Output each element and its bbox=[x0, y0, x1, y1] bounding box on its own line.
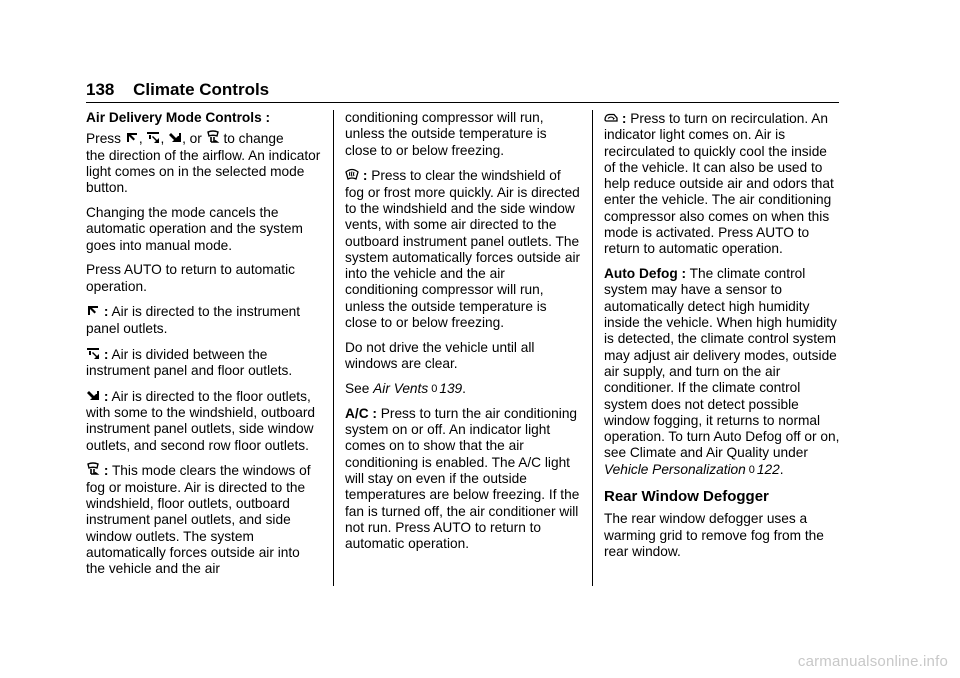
vent-mode-icon bbox=[86, 303, 100, 318]
vent-mode-paragraph: : Air is directed to the instrument panel outlets. bbox=[86, 304, 301, 336]
see-air-vents-paragraph: See Air Vents 0 139. bbox=[345, 380, 466, 396]
ac-label: A/C : bbox=[345, 405, 377, 421]
bi-level-mode-paragraph: : Air is divided between the instrument panel and floor outlets. bbox=[86, 346, 293, 378]
press-body: the direction of the airflow. An indicator light comes on in the selected mode button. bbox=[86, 147, 321, 196]
vehicle-personalization-link[interactable]: Vehicle Personalization bbox=[604, 461, 746, 477]
recirculation-icon bbox=[604, 110, 618, 125]
column-3 bbox=[604, 110, 840, 569]
page-header bbox=[86, 80, 269, 100]
rear-defogger-paragraph: The rear window defogger uses a warming grid to remove fog from the rear window. bbox=[604, 511, 824, 559]
defog-mode-paragraph: : This mode clears the windows of fog or moisture. Air is directed to the windshield, floor outlets, outboard instrument panel outlets, and side window outlets. The system automatically forces outside air into the vehicle and the air bbox=[86, 463, 311, 577]
auto-defog-paragraph: Auto Defog : The climate control system may have a sensor to automatically detect high humidity inside the vehicle. When high humidity is detected, the climate control system may adjust air delivery modes, outside air supply, and turn on the air conditioner. If the climate control system does not detect possible window fogging, it returns to normal operation. To turn Auto Defog off or on, see Climate and Air Quality under Vehicle Personalization 0 122. bbox=[604, 266, 840, 477]
bi-level-mode-icon bbox=[146, 130, 160, 145]
column-2 bbox=[345, 110, 581, 561]
vehicle-personalization-page[interactable]: 122 bbox=[756, 461, 780, 477]
page-ref-arrow: 0 bbox=[748, 463, 755, 476]
defrost-paragraph: : Press to clear the windshield of fog or frost more quickly. Air is directed to the windshield and the side window vents, with some air directed to the outboard instrument panel outlets. The system automatically forces outside air into the vehicle and the air conditioning compressor will run, unless the outside temperature is close to or below freezing. bbox=[345, 168, 581, 331]
continued-paragraph: conditioning compressor will run, unless the outside temperature is close to or below freezing. bbox=[345, 110, 547, 158]
column-divider-2 bbox=[592, 110, 593, 586]
press-auto-paragraph: Press AUTO to return to automatic operation. bbox=[86, 262, 295, 294]
floor-mode-icon bbox=[168, 130, 182, 145]
do-not-drive-paragraph: Do not drive the vehicle until all windows are clear. bbox=[345, 339, 535, 372]
floor-mode-paragraph: : Air is directed to the floor outlets, with some to the windshield, outboard instrument panel outlets, side window outlets, and second row floor outlets. bbox=[86, 388, 316, 453]
press-mode-paragraph: Press , , , or to change the direction of the airflow. An indicator light comes on in the selected mode button. bbox=[86, 131, 321, 196]
air-vents-page[interactable]: 139 bbox=[439, 380, 463, 396]
page-number: 138 bbox=[86, 80, 115, 99]
press-tail: to change bbox=[223, 131, 284, 147]
section-title: Climate Controls bbox=[133, 80, 270, 99]
column-divider-1 bbox=[333, 110, 334, 586]
press-lead: Press bbox=[86, 131, 121, 147]
column-1 bbox=[86, 110, 322, 586]
auto-defog-label: Auto Defog : bbox=[604, 266, 687, 282]
defrost-icon bbox=[345, 167, 359, 182]
vent-mode-icon bbox=[125, 130, 139, 145]
changing-mode-paragraph: Changing the mode cancels the automatic operation and the system goes into manual mode. bbox=[86, 204, 303, 253]
page-ref-arrow: 0 bbox=[431, 382, 438, 395]
ac-paragraph: A/C : Press to turn the air conditioning system on or off. An indicator light comes on to show that the air conditioning is enabled. The A/C light will stay on even if the outside temperatures are below freezing. If the fan is turned off, the air conditioner will not run. Press AUTO to return to automatic operation. bbox=[345, 405, 580, 552]
defog-mode-icon bbox=[206, 130, 220, 145]
rear-window-defogger-heading: Rear Window Defogger bbox=[604, 488, 769, 506]
watermark: carmanualsonline.info bbox=[797, 653, 948, 670]
defog-mode-icon bbox=[86, 462, 100, 477]
header-rule bbox=[86, 102, 839, 103]
recirculation-paragraph: : Press to turn on recirculation. An indicator light comes on. Air is recirculated to quickly cool the inside of the vehicle. It can also be used to help reduce outside air and odors that enter the vehicle. The air conditioning compressor also comes on when this mode is activated. Press AUTO to return to automatic operation. bbox=[604, 111, 834, 257]
floor-mode-icon bbox=[86, 388, 100, 403]
air-vents-link[interactable]: Air Vents bbox=[373, 380, 429, 396]
air-delivery-heading: Air Delivery Mode Controls : bbox=[86, 110, 271, 125]
bi-level-mode-icon bbox=[86, 346, 100, 361]
